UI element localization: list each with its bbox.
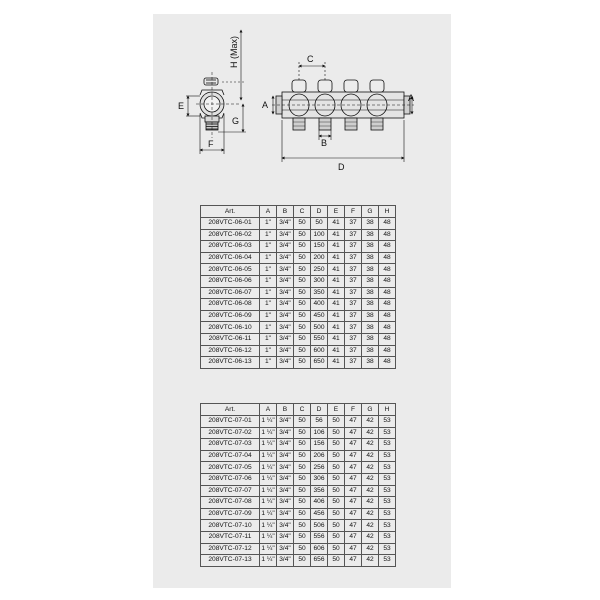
article-code-cell: 208VTC-07-09 — [201, 508, 260, 520]
column-header: B — [277, 404, 294, 416]
article-code-cell: 208VTC-06-08 — [201, 299, 260, 311]
table-row — [201, 520, 396, 532]
dimension-cell: 38 — [362, 252, 379, 264]
dimension-cell: 50 — [311, 218, 328, 230]
dimension-cell: 41 — [328, 287, 345, 299]
article-code-cell: 208VTC-07-13 — [201, 555, 260, 567]
column-header: Art. — [201, 206, 260, 218]
dimension-cell: 37 — [345, 322, 362, 334]
dimension-cell: 50 — [294, 322, 311, 334]
dimension-cell: 1 ¼" — [260, 462, 277, 474]
table-row — [201, 218, 396, 230]
column-header: E — [328, 206, 345, 218]
dimension-cell: 41 — [328, 275, 345, 287]
dimension-cell: 350 — [311, 287, 328, 299]
dimension-cell: 48 — [379, 264, 396, 276]
dimension-cell: 50 — [294, 287, 311, 299]
dimension-cell: 53 — [379, 485, 396, 497]
article-code-cell: 208VTC-07-04 — [201, 450, 260, 462]
dimension-cell: 1" — [260, 357, 277, 369]
dimension-cell: 41 — [328, 218, 345, 230]
column-header: D — [311, 206, 328, 218]
dimension-cell: 37 — [345, 333, 362, 345]
dimension-cell: 50 — [328, 462, 345, 474]
dimension-cell: 1" — [260, 345, 277, 357]
dimension-cell: 42 — [362, 427, 379, 439]
dimension-cell: 3/4" — [277, 218, 294, 230]
dimension-cell: 50 — [328, 555, 345, 567]
dimension-cell: 37 — [345, 229, 362, 241]
dimension-cell: 50 — [328, 439, 345, 451]
dimension-cell: 1 ¼" — [260, 485, 277, 497]
dimension-cell: 53 — [379, 520, 396, 532]
column-header: G — [362, 404, 379, 416]
front-view — [272, 80, 414, 130]
dimension-cell: 50 — [328, 497, 345, 509]
dimension-cell: 37 — [345, 264, 362, 276]
column-header: F — [345, 206, 362, 218]
dimension-cell: 41 — [328, 252, 345, 264]
dimension-cell: 53 — [379, 508, 396, 520]
dimension-cell: 37 — [345, 218, 362, 230]
dimension-cell: 42 — [362, 531, 379, 543]
article-code-cell: 208VTC-07-01 — [201, 416, 260, 428]
dimension-cell: 53 — [379, 531, 396, 543]
dimension-cell: 600 — [311, 345, 328, 357]
dimension-cell: 1 ¼" — [260, 439, 277, 451]
side-view — [196, 72, 240, 138]
dimension-cell: 53 — [379, 497, 396, 509]
dimension-cell: 50 — [328, 450, 345, 462]
article-code-cell: 208VTC-07-11 — [201, 531, 260, 543]
article-code-cell: 208VTC-07-03 — [201, 439, 260, 451]
dimension-cell: 50 — [294, 520, 311, 532]
dimension-cell: 53 — [379, 462, 396, 474]
dimension-cell: 37 — [345, 310, 362, 322]
dimension-cell: 3/4" — [277, 345, 294, 357]
dimension-cell: 50 — [328, 485, 345, 497]
dimension-cell: 42 — [362, 416, 379, 428]
dimension-cell: 1 ¼" — [260, 497, 277, 509]
dimension-cell: 1" — [260, 218, 277, 230]
article-code-cell: 208VTC-06-04 — [201, 252, 260, 264]
dimension-cell: 100 — [311, 229, 328, 241]
dimension-cell: 41 — [328, 333, 345, 345]
dimension-cell: 47 — [345, 508, 362, 520]
table-row — [201, 508, 396, 520]
dimension-cell: 50 — [294, 357, 311, 369]
article-code-cell: 208VTC-07-07 — [201, 485, 260, 497]
dimension-cell: 50 — [294, 427, 311, 439]
dimension-cell: 606 — [311, 543, 328, 555]
article-code-cell: 208VTC-06-06 — [201, 275, 260, 287]
article-code-cell: 208VTC-06-10 — [201, 322, 260, 334]
dimension-cell: 41 — [328, 357, 345, 369]
dimension-cell: 37 — [345, 299, 362, 311]
dimension-cell: 450 — [311, 310, 328, 322]
column-header: H — [379, 206, 396, 218]
outlets — [293, 118, 383, 130]
dimension-cell: 1" — [260, 275, 277, 287]
dimension-cell: 3/4" — [277, 252, 294, 264]
dimension-cell: 47 — [345, 555, 362, 567]
dimension-cell: 306 — [311, 473, 328, 485]
table-row — [201, 485, 396, 497]
column-header: A — [260, 206, 277, 218]
table-row — [201, 450, 396, 462]
dimension-cell: 47 — [345, 531, 362, 543]
table-row — [201, 357, 396, 369]
table-row — [201, 310, 396, 322]
dimension-cell: 3/4" — [277, 241, 294, 253]
dimension-cell: 38 — [362, 333, 379, 345]
dimension-cell: 48 — [379, 357, 396, 369]
dimension-cell: 38 — [362, 264, 379, 276]
dimension-cell: 1" — [260, 287, 277, 299]
dimension-cell: 206 — [311, 450, 328, 462]
dimension-cell: 3/4" — [277, 497, 294, 509]
dimension-cell: 48 — [379, 275, 396, 287]
article-code-cell: 208VTC-06-03 — [201, 241, 260, 253]
column-header: G — [362, 206, 379, 218]
dimension-cell: 38 — [362, 287, 379, 299]
dimension-cell: 38 — [362, 357, 379, 369]
dimension-cell: 3/4" — [277, 520, 294, 532]
dimension-cell: 50 — [294, 450, 311, 462]
dimension-cell: 38 — [362, 310, 379, 322]
article-code-cell: 208VTC-07-10 — [201, 520, 260, 532]
dimension-cell: 250 — [311, 264, 328, 276]
dimension-cell: 37 — [345, 252, 362, 264]
dimension-cell: 42 — [362, 543, 379, 555]
dimension-cell: 37 — [345, 357, 362, 369]
column-header: C — [294, 206, 311, 218]
dimension-cell: 3/4" — [277, 287, 294, 299]
article-code-cell: 208VTC-07-06 — [201, 473, 260, 485]
dimension-cell: 1" — [260, 241, 277, 253]
valve-caps — [292, 80, 384, 92]
dimension-cell: 47 — [345, 473, 362, 485]
dimension-cell: 50 — [328, 520, 345, 532]
dimension-cell: 48 — [379, 241, 396, 253]
dimension-cell: 406 — [311, 497, 328, 509]
table-body — [201, 416, 396, 567]
article-code-cell: 208VTC-06-11 — [201, 333, 260, 345]
dimension-cell: 48 — [379, 218, 396, 230]
dimension-cell: 556 — [311, 531, 328, 543]
dimension-cell: 3/4" — [277, 485, 294, 497]
dimension-cell: 42 — [362, 462, 379, 474]
dimension-cell: 42 — [362, 497, 379, 509]
article-code-cell: 208VTC-06-09 — [201, 310, 260, 322]
dim-label-f: F — [208, 139, 214, 149]
dimension-cell: 550 — [311, 333, 328, 345]
dimension-cell: 3/4" — [277, 275, 294, 287]
column-header: C — [294, 404, 311, 416]
dimension-cell: 53 — [379, 555, 396, 567]
dimension-cell: 53 — [379, 427, 396, 439]
dimension-cell: 200 — [311, 252, 328, 264]
table-row — [201, 275, 396, 287]
dimension-cell: 48 — [379, 310, 396, 322]
table-row — [201, 229, 396, 241]
dimension-cell: 53 — [379, 450, 396, 462]
dimension-cell: 650 — [311, 357, 328, 369]
table-row — [201, 299, 396, 311]
dimension-cell: 50 — [294, 345, 311, 357]
article-code-cell: 208VTC-06-07 — [201, 287, 260, 299]
dimension-cell: 47 — [345, 520, 362, 532]
table-row — [201, 473, 396, 485]
table-row — [201, 531, 396, 543]
dimension-cell: 42 — [362, 520, 379, 532]
dimension-cell: 456 — [311, 508, 328, 520]
dimension-cell: 1 ¼" — [260, 473, 277, 485]
dimension-cell: 3/4" — [277, 229, 294, 241]
dim-label-c: C — [307, 54, 314, 64]
dim-label-a-right: A — [408, 93, 415, 103]
dimension-cell: 1 ¼" — [260, 508, 277, 520]
dimension-cell: 47 — [345, 450, 362, 462]
table-row — [201, 416, 396, 428]
dimension-cell: 41 — [328, 241, 345, 253]
dimension-cell: 48 — [379, 299, 396, 311]
dim-label-h-max: H (Max) — [229, 36, 239, 68]
article-code-cell: 208VTC-06-01 — [201, 218, 260, 230]
dimension-cell: 1 ¼" — [260, 555, 277, 567]
dimension-cell: 1" — [260, 299, 277, 311]
dimension-cell: 3/4" — [277, 439, 294, 451]
article-code-cell: 208VTC-06-12 — [201, 345, 260, 357]
dimension-cell: 506 — [311, 520, 328, 532]
table-row — [201, 264, 396, 276]
dimension-cell: 1 ¼" — [260, 416, 277, 428]
dimension-cell: 1 ¼" — [260, 450, 277, 462]
dimension-cell: 3/4" — [277, 508, 294, 520]
dimension-cell: 3/4" — [277, 264, 294, 276]
dimension-cell: 37 — [345, 241, 362, 253]
dimension-cell: 50 — [328, 473, 345, 485]
dimension-cell: 38 — [362, 322, 379, 334]
dimension-cell: 3/4" — [277, 555, 294, 567]
dimension-cell: 53 — [379, 473, 396, 485]
dimension-cell: 500 — [311, 322, 328, 334]
dimension-cell: 47 — [345, 427, 362, 439]
dimension-cell: 47 — [345, 543, 362, 555]
dimension-cell: 42 — [362, 450, 379, 462]
dimension-cell: 50 — [294, 555, 311, 567]
dimension-cell: 3/4" — [277, 322, 294, 334]
article-code-cell: 208VTC-07-02 — [201, 427, 260, 439]
table-row — [201, 333, 396, 345]
column-header: B — [277, 206, 294, 218]
dimension-cell: 3/4" — [277, 333, 294, 345]
dimension-cell: 50 — [294, 229, 311, 241]
dimension-cell: 37 — [345, 287, 362, 299]
dimension-cell: 50 — [294, 310, 311, 322]
table-row — [201, 543, 396, 555]
table-body — [201, 218, 396, 369]
dimension-cell: 50 — [294, 275, 311, 287]
column-header: H — [379, 404, 396, 416]
dimension-cell: 47 — [345, 416, 362, 428]
table-header-row — [201, 404, 396, 416]
dimension-cell: 42 — [362, 439, 379, 451]
dimension-cell: 1" — [260, 264, 277, 276]
dimension-cell: 1" — [260, 310, 277, 322]
dimension-cell: 50 — [328, 416, 345, 428]
dimension-cell: 50 — [294, 473, 311, 485]
dimension-cell: 47 — [345, 485, 362, 497]
dimension-cell: 38 — [362, 299, 379, 311]
dimension-cell: 1 ¼" — [260, 427, 277, 439]
table-row — [201, 322, 396, 334]
dimension-cell: 1" — [260, 333, 277, 345]
dimension-cell: 50 — [328, 427, 345, 439]
column-header: Art. — [201, 404, 260, 416]
dimension-cell: 256 — [311, 462, 328, 474]
dimension-cell: 50 — [294, 485, 311, 497]
manifold-technical-drawing — [153, 14, 451, 214]
table-header-row — [201, 206, 396, 218]
dimension-cell: 50 — [294, 252, 311, 264]
dimension-cell: 50 — [294, 508, 311, 520]
dimension-cell: 1" — [260, 229, 277, 241]
dimension-cell: 400 — [311, 299, 328, 311]
dimension-cell: 53 — [379, 416, 396, 428]
dimension-cell: 300 — [311, 275, 328, 287]
article-code-cell: 208VTC-07-08 — [201, 497, 260, 509]
dimension-cell: 38 — [362, 229, 379, 241]
dimension-cell: 41 — [328, 345, 345, 357]
table-row — [201, 241, 396, 253]
dimension-cell: 37 — [345, 345, 362, 357]
table-row — [201, 439, 396, 451]
article-code-cell: 208VTC-06-02 — [201, 229, 260, 241]
column-header: A — [260, 404, 277, 416]
dimension-cell: 3/4" — [277, 416, 294, 428]
dimension-cell: 50 — [294, 218, 311, 230]
dimension-cell: 48 — [379, 252, 396, 264]
dimension-cell: 50 — [328, 508, 345, 520]
dimension-cell: 3/4" — [277, 531, 294, 543]
dimension-cell: 50 — [328, 543, 345, 555]
article-code-cell: 208VTC-07-12 — [201, 543, 260, 555]
dimension-cell: 3/4" — [277, 473, 294, 485]
article-code-cell: 208VTC-06-13 — [201, 357, 260, 369]
dim-label-e: E — [178, 101, 185, 111]
table-row — [201, 252, 396, 264]
dimension-cell: 48 — [379, 345, 396, 357]
dimension-cell: 50 — [294, 416, 311, 428]
table-row — [201, 462, 396, 474]
dimension-cell: 41 — [328, 310, 345, 322]
dimension-cell: 3/4" — [277, 299, 294, 311]
dimension-cell: 56 — [311, 416, 328, 428]
dimension-cell: 3/4" — [277, 310, 294, 322]
dimension-cell: 42 — [362, 473, 379, 485]
column-header: F — [345, 404, 362, 416]
dimension-cell: 50 — [294, 439, 311, 451]
dimension-cell: 41 — [328, 264, 345, 276]
spec-table-208vtc-06 — [200, 205, 396, 369]
dimension-cell: 37 — [345, 275, 362, 287]
dimension-cell: 48 — [379, 322, 396, 334]
dimension-cell: 1 ¼" — [260, 520, 277, 532]
spec-table-208vtc-07 — [200, 403, 396, 567]
dimension-cell: 42 — [362, 485, 379, 497]
table-row — [201, 287, 396, 299]
dimension-cell: 50 — [294, 531, 311, 543]
dimension-cell: 50 — [328, 531, 345, 543]
dimension-cell: 150 — [311, 241, 328, 253]
dimension-cell: 47 — [345, 497, 362, 509]
dimension-cell: 50 — [294, 462, 311, 474]
table-row — [201, 345, 396, 357]
dimension-cell: 50 — [294, 299, 311, 311]
dim-label-a-side: A — [262, 100, 269, 110]
dimension-cell: 53 — [379, 439, 396, 451]
dimension-cell: 38 — [362, 345, 379, 357]
dimension-cell: 106 — [311, 427, 328, 439]
dimension-cell: 156 — [311, 439, 328, 451]
article-code-cell: 208VTC-07-05 — [201, 462, 260, 474]
dimension-cell: 1 ¼" — [260, 543, 277, 555]
dim-label-b: B — [321, 138, 328, 148]
dimension-cell: 3/4" — [277, 427, 294, 439]
dimension-cell: 1 ¼" — [260, 531, 277, 543]
dimension-cell: 50 — [294, 497, 311, 509]
dimension-cell: 42 — [362, 508, 379, 520]
dimension-cell: 41 — [328, 322, 345, 334]
dimension-cell: 41 — [328, 229, 345, 241]
dimension-cell: 48 — [379, 287, 396, 299]
dimension-cell: 3/4" — [277, 543, 294, 555]
dimension-cell: 3/4" — [277, 450, 294, 462]
dimension-cell: 41 — [328, 299, 345, 311]
dimension-cell: 3/4" — [277, 462, 294, 474]
dimension-cell: 42 — [362, 555, 379, 567]
dimension-cell: 356 — [311, 485, 328, 497]
table-row — [201, 497, 396, 509]
article-code-cell: 208VTC-06-05 — [201, 264, 260, 276]
dimension-cell: 48 — [379, 333, 396, 345]
dim-label-d: D — [338, 162, 345, 172]
dimension-cell: 656 — [311, 555, 328, 567]
dimension-cell: 38 — [362, 218, 379, 230]
dimension-cell: 50 — [294, 241, 311, 253]
column-header: E — [328, 404, 345, 416]
dimension-cell: 47 — [345, 439, 362, 451]
dim-label-g: G — [232, 116, 240, 126]
table-row — [201, 555, 396, 567]
dimension-cell: 1" — [260, 252, 277, 264]
dimension-cell: 48 — [379, 229, 396, 241]
dimension-cell: 53 — [379, 543, 396, 555]
dimension-cell: 38 — [362, 241, 379, 253]
dimension-cell: 1" — [260, 322, 277, 334]
dimension-cell: 50 — [294, 543, 311, 555]
table-row — [201, 427, 396, 439]
dimension-cell: 3/4" — [277, 357, 294, 369]
dimension-cell: 47 — [345, 462, 362, 474]
dimension-cell: 50 — [294, 264, 311, 276]
dimension-cell: 50 — [294, 333, 311, 345]
column-header: D — [311, 404, 328, 416]
dimension-cell: 38 — [362, 275, 379, 287]
